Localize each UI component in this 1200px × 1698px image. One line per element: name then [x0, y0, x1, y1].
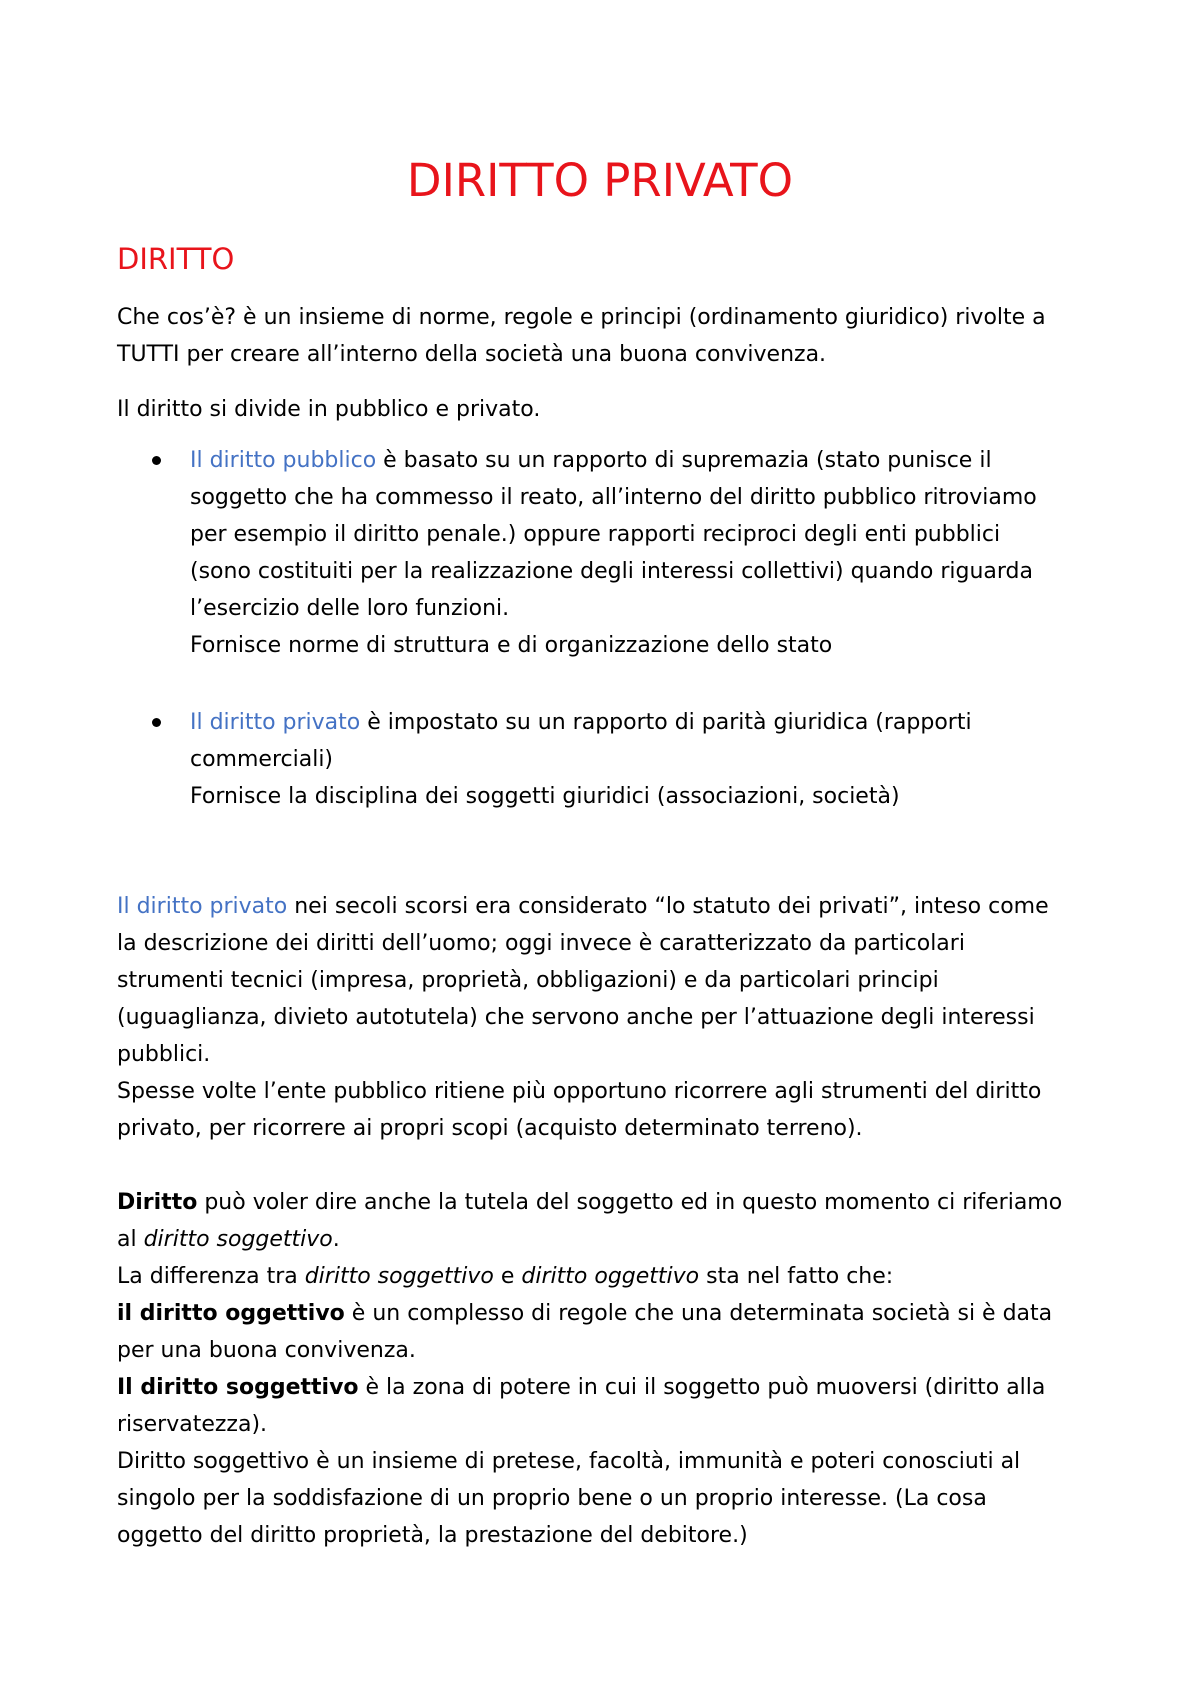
- soggettivo-line-9: singolo per la soddisfazione di un proprio bene o un proprio interesse. (La cosa: [117, 1486, 987, 1511]
- soggettivo-line-1: Diritto può voler dire anche la tutela del soggetto ed in questo momento ci riferiamo: [117, 1190, 1063, 1215]
- document-title: DIRITTO PRIVATO: [406, 154, 794, 207]
- term-diritto-privato: Il diritto privato: [117, 894, 288, 919]
- bullet-pubblico-line-1: Il diritto pubblico è basato su un rapporto di supremazia (stato punisce il: [190, 448, 992, 473]
- privato-paragraph-line-4: (uguaglianza, divieto autotutela) che servono anche per l’attuazione degli interessi: [117, 1005, 1035, 1030]
- intro-line-2: TUTTI per creare all’interno della società una buona convivenza.: [117, 342, 827, 367]
- privato-paragraph-line-3: strumenti tecnici (impresa, proprietà, obbligazioni) e da particolari principi: [117, 968, 939, 993]
- privato-paragraph-line-1: Il diritto privato nei secoli scorsi era considerato “lo statuto dei privati”, inteso come: [117, 894, 1049, 919]
- bullet-dot: [152, 456, 161, 465]
- term-diritto-privato: Il diritto privato: [190, 710, 361, 735]
- privato-paragraph-line-7: privato, per ricorrere ai propri scopi (acquisto determinato terreno).: [117, 1116, 863, 1141]
- soggettivo-line-2: al diritto soggettivo.: [117, 1227, 340, 1252]
- soggettivo-line-7: riservatezza).: [117, 1412, 268, 1437]
- privato-paragraph-line-2: la descrizione dei diritti dell’uomo; oggi invece è caratterizzato da particolari: [117, 931, 965, 956]
- bullet-privato-line-3: Fornisce la disciplina dei soggetti giuridici (associazioni, società): [190, 784, 900, 809]
- privato-paragraph-line-6: Spesse volte l’ente pubblico ritiene più opportuno ricorrere agli strumenti del diritto: [117, 1079, 1042, 1104]
- intro-line-1: Che cos’è? è un insieme di norme, regole e principi (ordinamento giuridico) rivolte a: [117, 305, 1046, 330]
- division-sentence: Il diritto si divide in pubblico e privato.: [117, 397, 541, 422]
- privato-paragraph-line-5: pubblici.: [117, 1042, 211, 1067]
- bullet-privato-line-1: Il diritto privato è impostato su un rapporto di parità giuridica (rapporti: [190, 710, 972, 735]
- soggettivo-line-10: oggetto del diritto proprietà, la prestazione del debitore.): [117, 1523, 748, 1548]
- soggettivo-line-8: Diritto soggettivo è un insieme di pretese, facoltà, immunità e poteri conosciuti al: [117, 1449, 1021, 1474]
- bullet-pubblico-line-3: per esempio il diritto penale.) oppure rapporti reciproci degli enti pubblici: [190, 522, 1001, 547]
- term-diritto-pubblico: Il diritto pubblico: [190, 448, 377, 473]
- soggettivo-line-3: La differenza tra diritto soggettivo e diritto oggettivo sta nel fatto che:: [117, 1264, 894, 1289]
- bullet-pubblico-line-6: Fornisce norme di struttura e di organizzazione dello stato: [190, 633, 833, 658]
- bullet-pubblico-line-4: (sono costituiti per la realizzazione degli interessi collettivi) quando riguarda: [190, 559, 1033, 584]
- bullet-pubblico-line-5: l’esercizio delle loro funzioni.: [190, 596, 510, 621]
- section-heading: DIRITTO: [117, 242, 235, 276]
- bullet-dot: [152, 718, 161, 727]
- soggettivo-line-4: il diritto oggettivo è un complesso di regole che una determinata società si è data: [117, 1301, 1053, 1326]
- soggettivo-line-5: per una buona convivenza.: [117, 1338, 416, 1363]
- bullet-pubblico-line-2: soggetto che ha commesso il reato, all’interno del diritto pubblico ritroviamo: [190, 485, 1037, 510]
- soggettivo-line-6: Il diritto soggettivo è la zona di potere in cui il soggetto può muoversi (diritto alla: [117, 1375, 1046, 1400]
- bullet-privato-line-2: commerciali): [190, 747, 334, 772]
